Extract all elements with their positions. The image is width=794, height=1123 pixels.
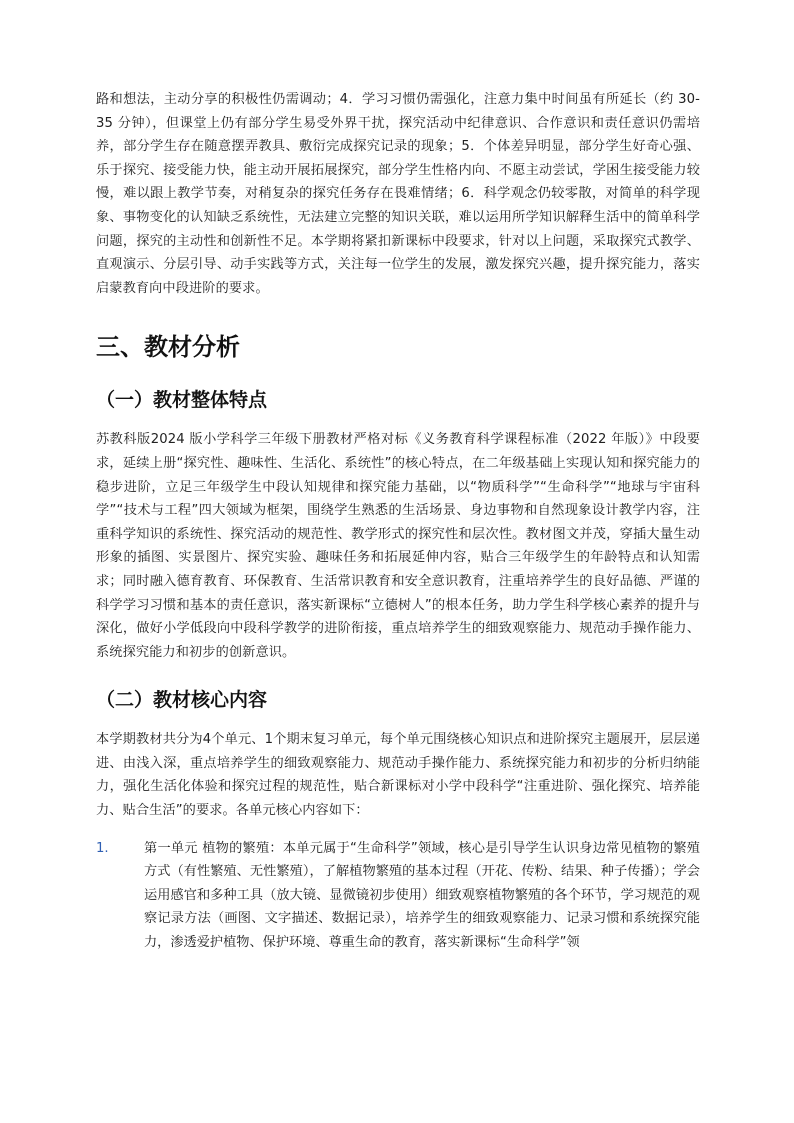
subsection-paragraph-core: 本学期教材共分为4个单元、1个期末复习单元，每个单元围绕核心知识点和进阶探究主题展开，层层递进、由浅入深，重点培养学生的细致观察能力、规范动手操作能力、系统探究能力和初步的分析归纳能力，强化生活化体验和探究过程的规范性，贴合新课标对小学中段科学“注重进阶、强化探究、培养能力、贴合生活”的要求。各单元核心内容如下： xyxy=(96,732,700,819)
list-item xyxy=(96,837,700,955)
list-number: 1. xyxy=(96,840,109,856)
subsection-heading-core: （二）教材核心内容 xyxy=(96,689,268,712)
intro-paragraph: 路和想法，主动分享的积极性仍需调动；4．学习习惯仍需强化，注意力集中时间虽有所延长（约 30-35 分钟），但课堂上仍有部分学生易受外界干扰，探究活动中纪律意识、合作意识和责任意识仍需培养，部分学生存在随意摆弄教具、敷衍完成探究记录的现象；5．个体差异明显，部分学生好奇心强、乐于探究、接受能力快，能主动开展拓展探究，部分学生性格内向、不愿主动尝试，学困生接受能力较慢，难以跟上教学节奏，对稍复杂的探究任务存在畏难情绪；6．科学观念仍较零散，对简单的科学现象、事物变化的认知缺乏系统性，无法建立完整的知识关联，难以运用所学知识解释生活中的简单科学问题，探究的主动性和创新性不足。本学期将紧扣新课标中段要求，针对以上问题，采取探究式教学、直观演示、分层引导、动手实践等方式，关注每一位学生的发展，激发探究兴趣，提升探究能力，落实启蒙教育向中段进阶的要求。 xyxy=(96,92,700,296)
document-page xyxy=(96,88,700,955)
subsection-heading-overall: （一）教材整体特点 xyxy=(96,389,268,412)
section-heading: 三、教材分析 xyxy=(96,333,240,362)
subsection-paragraph-overall: 苏教科版2024 版小学科学三年级下册教材严格对标《义务教育科学课程标准（2022 年版）》中段要求，延续上册“探究性、趣味性、生活化、系统性”的核心特点，在二年级基础上实现认知和探究能力的稳步进阶，立足三年级学生中段认知规律和探究能力基础，以“物质科学”“生命科学”“地球与宇宙科学”“技术与工程”四大领域为框架，围绕学生熟悉的生活场景、身边事物和自然现象设计教学内容，注重科学知识的系统性、探究活动的规范性、教学形式的探究性和层次性。教材图文并茂，穿插大量生动形象的插图、实景图片、探究实验、趣味任务和拓展延伸内容，贴合三年级学生的年龄特点和认知需求；同时融入德育教育、环保教育、生活常识教育和安全意识教育，注重培养学生的良好品德、严谨的科学学习习惯和基本的责任意识，落实新课标“立德树人”的根本任务，助力学生科学核心素养的提升与深化，做好小学低段向中段科学教学的进阶衔接，重点培养学生的细致观察能力、规范动手操作能力、系统探究能力和初步的创新意识。 xyxy=(96,432,700,660)
list-text: 第一单元 植物的繁殖：本单元属于“生命科学”领域，核心是引导学生认识身边常见植物的繁殖方式（有性繁殖、无性繁殖），了解植物繁殖的基本过程（开花、传粉、结果、种子传播）；学会运用感官和多种工具（放大镜、显微镜初步使用）细致观察植物繁殖的各个环节，学习规范的观察记录方法（画图、文字描述、数据记录），培养学生的细致观察能力、记录习惯和系统探究能力，渗透爱护植物、保护环境、尊重生命的教育，落实新课标“生命科学”领 xyxy=(144,840,700,951)
